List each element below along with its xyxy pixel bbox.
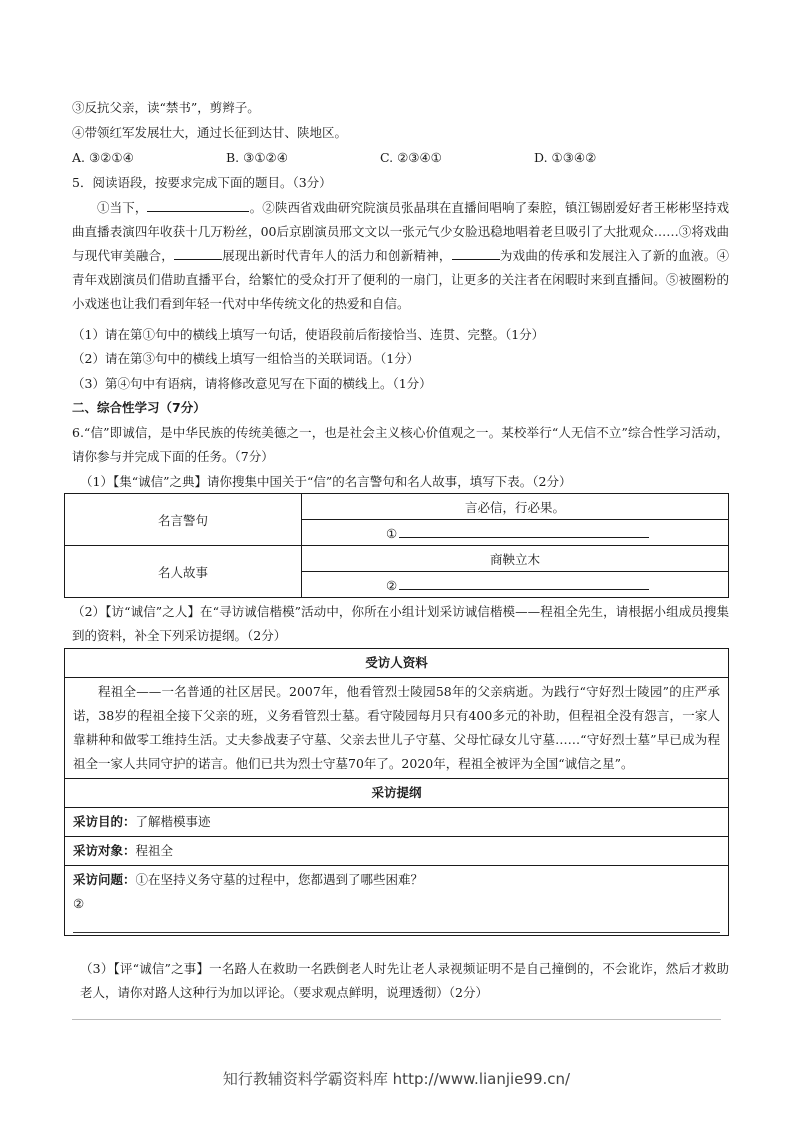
blank-mark-2: ② [386,578,398,593]
blank-1 [147,198,249,212]
passage-part-1: ①当下， [97,200,148,215]
question-1: ①在坚持义务守墓的过程中，您都遇到了哪些困难？ [135,872,424,887]
section-2-heading: 二、综合性学习（7分） [72,400,206,415]
q6-intro: 6.“信”即诚信，是中华民族的传统美德之一，也是社会主义核心价值观之一。某校举行“人无信不立”综合性学习活动，请你参与并完成下面的任务。（7分） [72,425,729,464]
answer-line-2[interactable] [399,576,649,590]
quote-answer-cell[interactable] [302,520,729,546]
passage-part-3: 展现出新时代青年人的活力和创新精神， [221,248,452,263]
task-1: （1）【集“诚信”之典】请你搜集中国关于“信”的名言警句和名人故事，填写下表。（2分） [80,474,572,489]
target-label: 采访对象： [73,843,136,858]
interview-questions [65,866,729,936]
question-2-answer-line[interactable] [73,920,720,933]
q5-sub-1: （1）请在第①句中的横线上填写一句话，使语段前后衔接恰当、连贯、完整。（1分） [72,327,545,342]
option-c: C. ②③④① [380,150,442,165]
blank-3 [452,246,500,260]
option-d: D. ①③④② [534,150,597,165]
purpose-label: 采访目的： [73,814,136,829]
interview-purpose [65,808,729,837]
story-answer-cell[interactable] [302,572,729,598]
q4-options [72,149,729,167]
passage-part-4: 为戏曲的传承和发展注入了新的血液。④青年戏剧演员们借助直播平台，给繁忙的受众打开了便利的一扇门，让更多的关注者在闲暇时来到直播间。⑤被圈粉的小戏迷也让我们看到年轻一代对中华传统文化的热爱和自信。 [72,248,729,311]
story-given: 商鞅立木 [302,546,729,572]
profile-heading: 受访人资料 [65,649,729,678]
answer-line-divider [72,1019,721,1020]
target-value: 程祖全 [135,843,174,858]
quote-story-table [64,493,729,598]
interview-target [65,837,729,866]
option-a: A. ③②①④ [72,150,134,165]
q5-passage [72,196,729,316]
story-label: 名人故事 [65,546,302,598]
task-2: （2）【访“诚信”之人】在“寻访诚信楷模”活动中，你所在小组计划采访诚信楷模——程祖全先生，请根据小组成员搜集到的资料，补全下列采访提纲。（2分） [72,604,729,643]
quote-label: 名言警句 [65,494,302,546]
interview-table [64,648,729,936]
answer-line-1[interactable] [399,524,649,538]
question-2-mark: ② [73,896,85,911]
task-3: （3）【评“诚信”之事】一名路人在救助一名跌倒老人时先让老人录视频证明不是自己撞倒的，不会讹诈，然后才救助老人，请你对路人这种行为加以评论。（要求观点鲜明，说理透彻）（2分） [80,961,729,1000]
option-b: B. ③①②④ [226,150,288,165]
footer-watermark: 知行教辅资料学霸资料库 http://www.lianjie99.cn/ [222,1070,571,1088]
q4-item-4: ④带领红军发展壮大，通过长征到达甘、陕地区。 [72,125,348,140]
purpose-value: 了解楷模事迹 [135,814,211,829]
q5-sub-3: （3）第④句中有语病，请将修改意见写在下面的横线上。（1分） [72,376,432,391]
quote-given: 言必信，行必果。 [302,494,729,520]
passage-part-2: 。②陕西省戏曲研究院演员张晶琪在直播间唱响了秦腔，镇江锡剧爱好者王彬彬坚持戏曲直播表演四年收获十几万粉丝，00后京剧演员邢文文以一张元气少女脸迅稳地唱着老旦吸引了大批观众……③将戏曲与现代审美融合， [72,200,729,263]
blank-2 [174,246,222,260]
outline-heading: 采访提纲 [65,779,729,808]
q4-item-3: ③反抗父亲，读“禁书”，剪辫子。 [72,100,260,115]
blank-mark-1: ① [386,526,398,541]
profile-text: 程祖全——一名普通的社区居民。2007年，他看管烈士陵园58年的父亲病逝。为践行“守好烈士陵园”的庄严承诺，38岁的程祖全接下父亲的班，义务看管烈士墓。看守陵园每月只有400多元的补助，但程祖全没有怨言，一家人靠耕种和做零工维持生活。丈夫参战妻子守墓、父亲去世儿子守墓、父母忙碌女儿守墓……“守好烈士墓”早已成为程祖全一家人共同守护的诺言。他们已共为烈士守墓70年了。2020年，程祖全被评为全国“诚信之星”。 [65,678,729,779]
questions-label: 采访问题： [73,872,136,887]
q5-sub-2: （2）请在第③句中的横线上填写一组恰当的关联词语。（1分） [72,351,420,366]
q5-title: 5．阅读语段，按要求完成下面的题目。（3分） [72,175,332,190]
